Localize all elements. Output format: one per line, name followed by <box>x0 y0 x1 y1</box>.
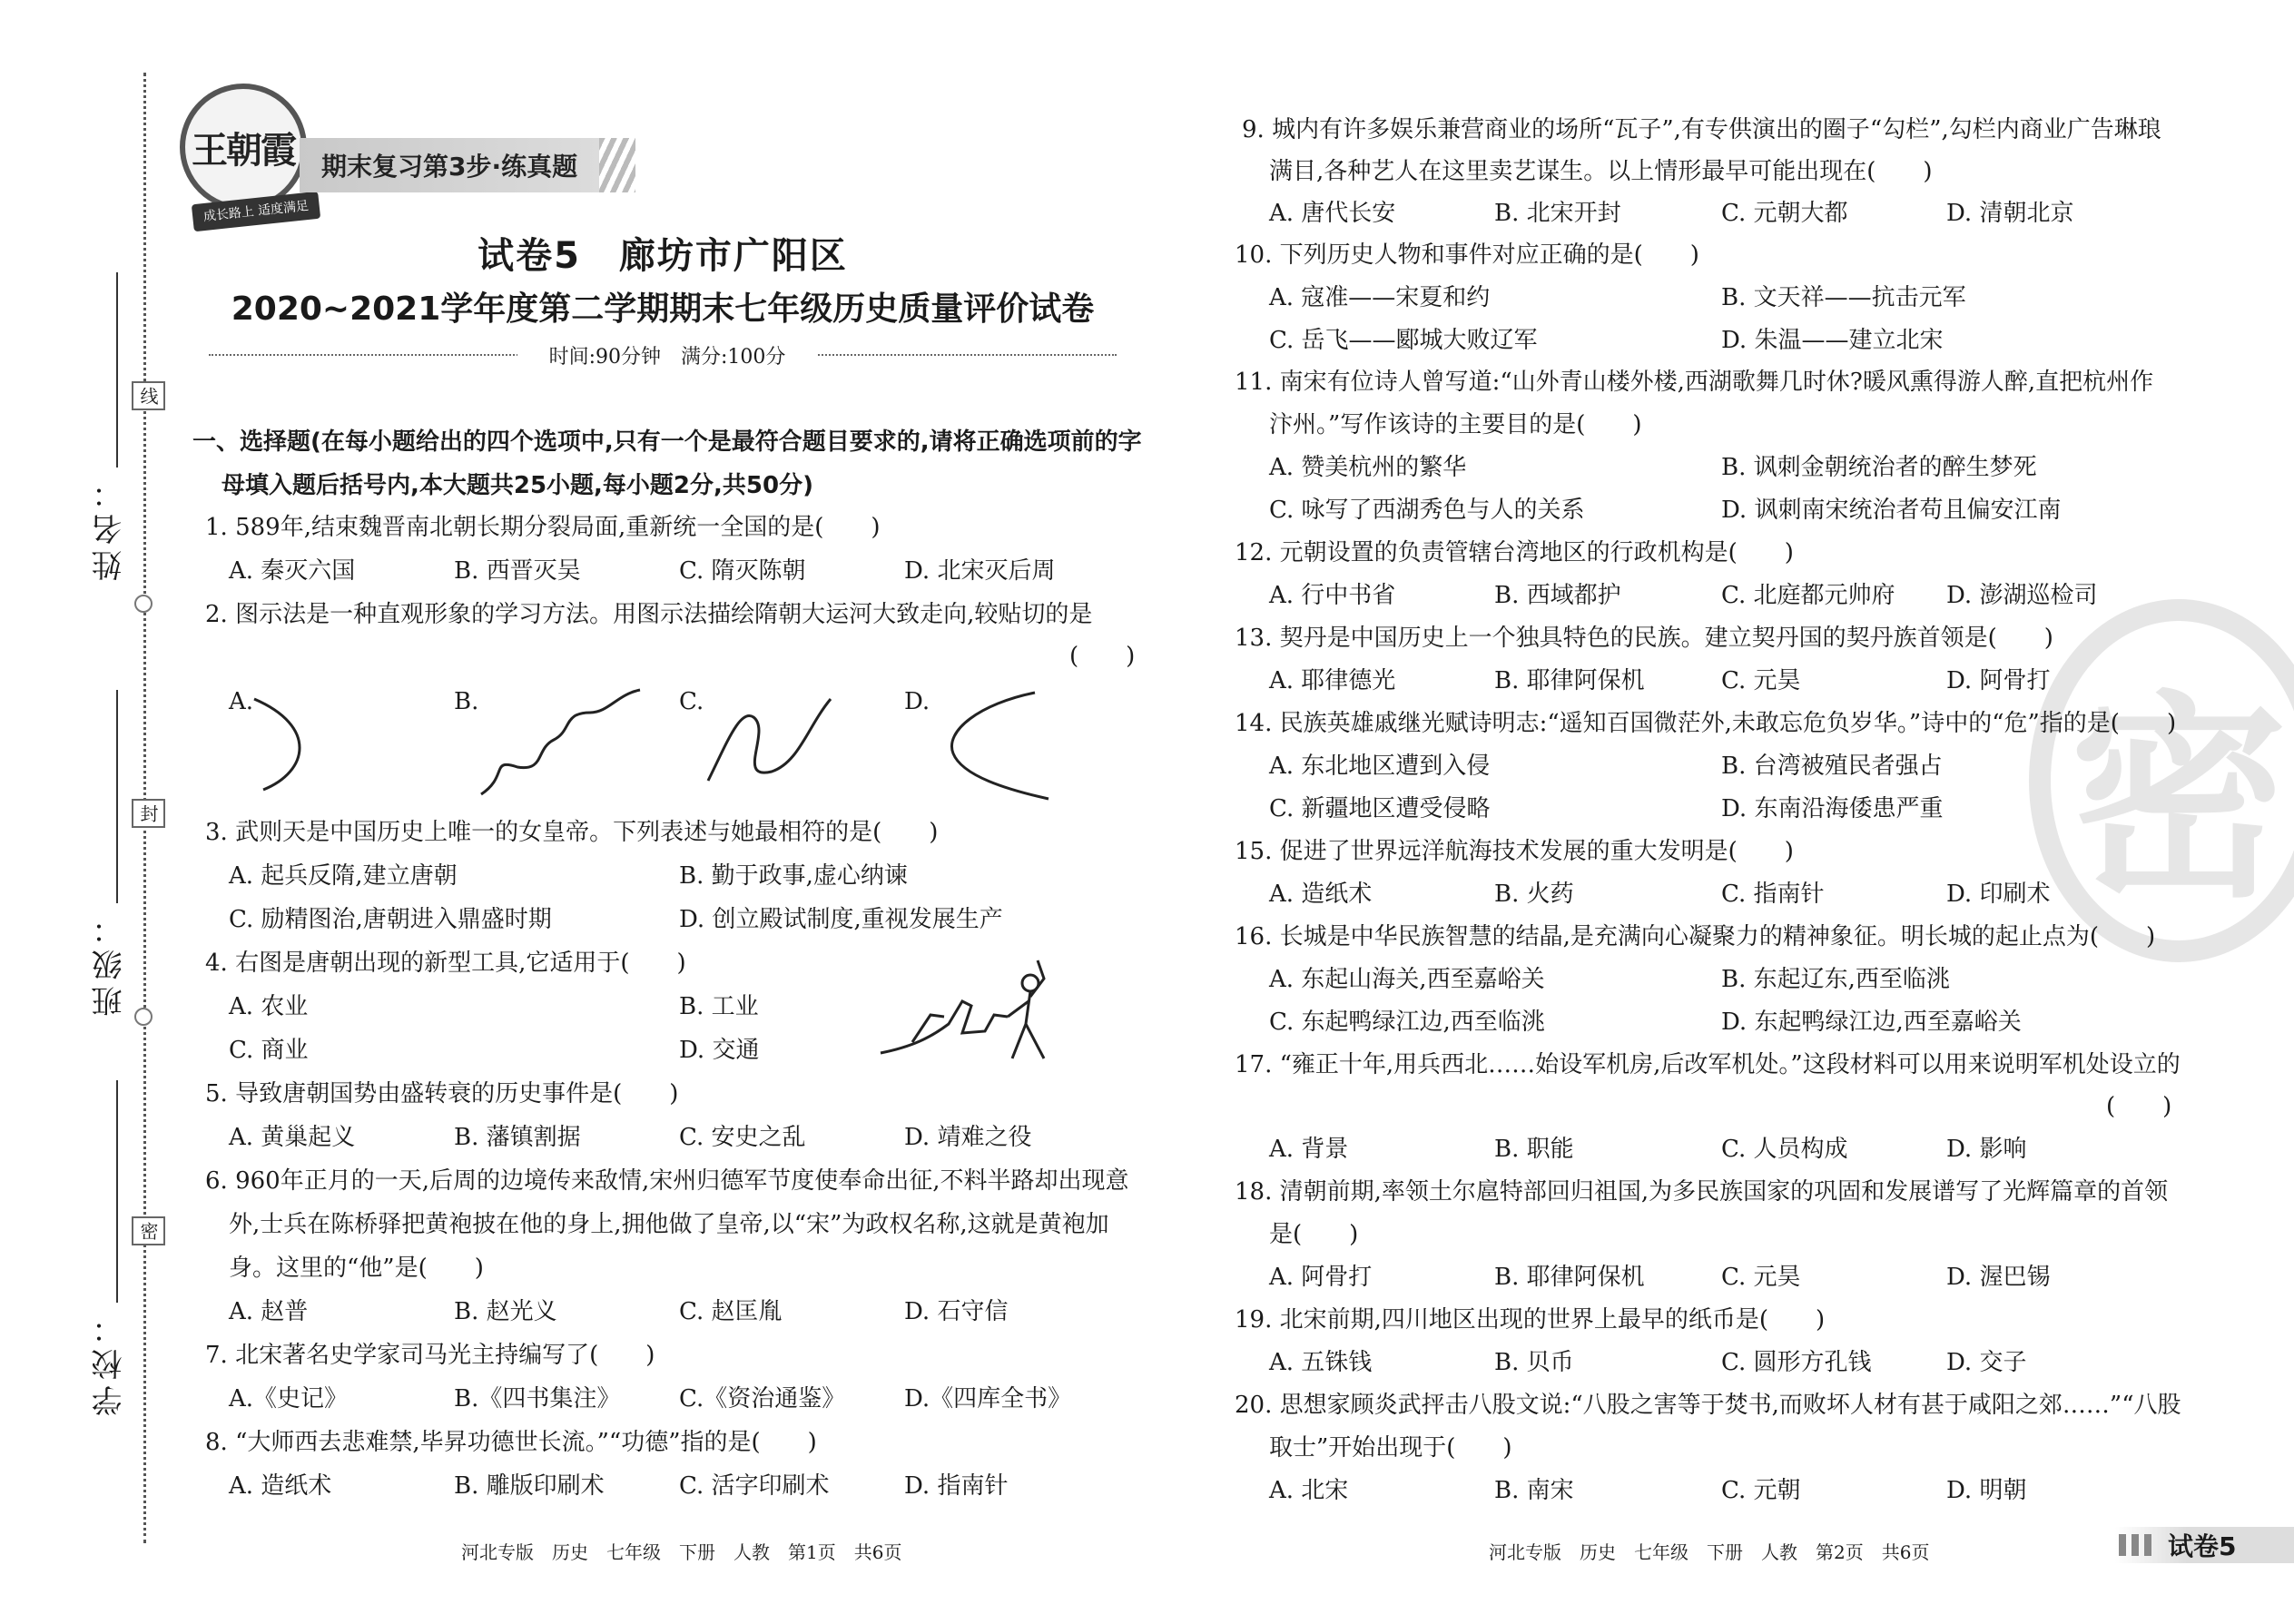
option: B. 火药 <box>1494 881 1574 908</box>
option: A. 起兵反隋,建立唐朝 <box>229 862 458 890</box>
option: A. 耶律德光 <box>1269 667 1396 694</box>
option: D. 影响 <box>1946 1136 2027 1163</box>
canal-route-b <box>472 685 645 799</box>
page-footer: 河北专版 历史 七年级 下册 人教 第1页 共6页 <box>461 1541 902 1563</box>
option: B. 西域都护 <box>1494 582 1621 609</box>
question-stem: 4. 右图是唐朝出现的新型工具,它适用于( ) <box>205 950 686 977</box>
question-stem: 16. 长城是中华民族智慧的结晶,是充满向心凝聚力的精神象征。明长城的起止点为( ) <box>1235 923 2156 950</box>
class-label: 班级： <box>92 908 128 1017</box>
option: D. 清朝北京 <box>1946 200 2074 227</box>
canal-route-a <box>245 690 354 799</box>
option: A. 东起山海关,西至嘉峪关 <box>1269 966 1545 993</box>
option: D. 东南沿海倭患严重 <box>1721 795 1944 822</box>
option: B. 赵光义 <box>454 1298 557 1325</box>
option: C. 隋灭陈朝 <box>679 557 806 585</box>
paper-badge <box>2115 1527 2294 1563</box>
option: A. 东北地区遭到入侵 <box>1269 753 1491 780</box>
option: A. 五铢钱 <box>1269 1349 1373 1376</box>
option-label: B. <box>454 688 479 715</box>
time-and-score: 时间:90分钟 满分:100分 <box>517 341 817 369</box>
binding-hole-icon <box>134 595 153 613</box>
question-stem: 1. 589年,结束魏晋南北朝长期分裂局面,重新统一全国的是( ) <box>205 514 881 541</box>
option: B. 贝币 <box>1494 1349 1574 1376</box>
question-stem: 取士”开始出现于( ) <box>1269 1434 1512 1462</box>
question-stem: 7. 北宋著名史学家司马光主持编写了( ) <box>205 1342 655 1369</box>
section-heading: 母填入题后括号内,本大题共25小题,每小题2分,共50分) <box>222 472 813 499</box>
option-label: D. <box>904 688 930 715</box>
option: C. 励精图治,唐朝进入鼎盛时期 <box>229 906 552 933</box>
option: C. 圆形方孔钱 <box>1721 1349 1872 1376</box>
option: D. 渥巴锡 <box>1946 1264 2051 1291</box>
option: D. 北宋灭后周 <box>904 557 1056 585</box>
option: D. 明朝 <box>1946 1477 2027 1504</box>
option: A. 黄巢起义 <box>229 1124 356 1151</box>
canal-route-c <box>699 690 835 799</box>
question-stem: 12. 元朝设置的负责管辖台湾地区的行政机构是( ) <box>1235 539 1794 566</box>
question-stem: 身。这里的“他”是( ) <box>229 1255 484 1282</box>
option: A. 造纸术 <box>1269 881 1373 908</box>
option: B. 东起辽东,西至临洮 <box>1721 966 1950 993</box>
exam-title: 试卷5 廊坊市广阳区 <box>478 235 848 277</box>
question-stem: 5. 导致唐朝国势由盛转衰的历史事件是( ) <box>205 1080 679 1107</box>
option: C. 新疆地区遭受侵略 <box>1269 795 1491 822</box>
option: D.《四库全书》 <box>904 1385 1072 1412</box>
option: C. 活字印刷术 <box>679 1472 830 1500</box>
name-field[interactable] <box>116 272 118 468</box>
exam-subtitle: 2020~2021学年度第二学期期末七年级历史质量评价试卷 <box>231 290 1095 328</box>
option: B.《四书集注》 <box>454 1385 621 1412</box>
option: C. 元朝 <box>1721 1477 1801 1504</box>
option: D. 靖难之役 <box>904 1124 1032 1151</box>
question-stem: 6. 960年正月的一天,后周的边境传来敌情,宋州归德军节度使奉命出征,不料半路却出现意 <box>205 1167 1129 1195</box>
question-stem: 14. 民族英雄戚继光赋诗明志:“遥知百国微茫外,未敢忘危负岁华。”诗中的“危”指的是( ) <box>1235 710 2177 737</box>
option: C. 岳飞——郾城大败辽军 <box>1269 327 1538 354</box>
option: D. 交子 <box>1946 1349 2027 1376</box>
secret-watermark <box>2029 599 2294 962</box>
plow-illustration <box>876 951 1067 1069</box>
school-label: 学校： <box>92 1307 128 1416</box>
option: B. 西晋灭吴 <box>454 557 581 585</box>
option-label: A. <box>229 688 254 715</box>
name-label: 姓名： <box>92 472 128 581</box>
option: D. 交通 <box>679 1037 760 1064</box>
option: D. 朱温——建立北宋 <box>1721 327 1944 354</box>
question-stem: 19. 北宋前期,四川地区出现的世界上最早的纸币是( ) <box>1235 1306 1826 1334</box>
question-stem: 20. 思想家顾炎武抨击八股文说:“八股之害等于焚书,而败坏人材有甚于咸阳之郊……”“八股 <box>1235 1392 2181 1419</box>
binding-mark-secret: 密 <box>132 1216 165 1245</box>
canal-route-d <box>926 685 1062 803</box>
option: B. 台湾被殖民者强占 <box>1721 753 1943 780</box>
option: A. 农业 <box>229 993 309 1020</box>
logo-text: 王朝霞 <box>192 128 295 172</box>
page-footer: 河北专版 历史 七年级 下册 人教 第2页 共6页 <box>1489 1541 1930 1563</box>
option: B. 北宋开封 <box>1494 200 1621 227</box>
option: A. 寇准——宋夏和约 <box>1269 284 1491 311</box>
answer-blank[interactable]: ( ) <box>2106 1093 2172 1120</box>
option: D. 石守信 <box>904 1298 1009 1325</box>
option: B. 工业 <box>679 993 759 1020</box>
option: C. 人员构成 <box>1721 1136 1848 1163</box>
option: D. 创立殿试制度,重视发展生产 <box>679 906 1003 933</box>
question-stem: 汴州。”写作该诗的主要目的是( ) <box>1269 411 1642 438</box>
option: D. 指南针 <box>904 1472 1009 1500</box>
option: B. 耶律阿保机 <box>1494 1264 1645 1291</box>
option: B. 耶律阿保机 <box>1494 667 1645 694</box>
banner-stripes <box>599 138 635 192</box>
option: C. 指南针 <box>1721 881 1825 908</box>
badge-squares-icon <box>2119 1534 2155 1556</box>
option: A. 赞美杭州的繁华 <box>1269 454 1467 481</box>
option: C. 元昊 <box>1721 1264 1801 1291</box>
binding-hole-icon <box>134 1008 153 1026</box>
option: B. 讽刺金朝统治者的醉生梦死 <box>1721 454 2037 481</box>
question-stem: 3. 武则天是中国历史上唯一的女皇帝。下列表述与她最相符的是( ) <box>205 819 939 846</box>
option: C. 咏写了西湖秀色与人的关系 <box>1269 497 1585 524</box>
option-label: C. <box>679 688 704 715</box>
badge-text: 试卷5 <box>2168 1531 2237 1561</box>
binding-mark-line: 线 <box>132 381 165 410</box>
question-stem: 是( ) <box>1269 1221 1359 1248</box>
option: C. 元朝大都 <box>1721 200 1848 227</box>
option: A.《史记》 <box>229 1385 349 1412</box>
option: D. 印刷术 <box>1946 881 2051 908</box>
option: A. 造纸术 <box>229 1472 332 1500</box>
option: C. 东起鸭绿江边,西至临洮 <box>1269 1009 1545 1036</box>
question-stem: 10. 下列历史人物和事件对应正确的是( ) <box>1235 241 1699 269</box>
review-step-banner: 期末复习第3步·练真题 <box>300 138 634 192</box>
option: D. 东起鸭绿江边,西至嘉峪关 <box>1721 1009 2022 1036</box>
option: A. 秦灭六国 <box>229 557 356 585</box>
brand-logo <box>180 84 307 211</box>
option: B. 南宋 <box>1494 1477 1574 1504</box>
option: D. 阿骨打 <box>1946 667 2051 694</box>
option: C. 赵匡胤 <box>679 1298 783 1325</box>
question-stem: 2. 图示法是一种直观形象的学习方法。用图示法描绘隋朝大运河大致走向,较贴切的是 <box>205 601 1093 628</box>
answer-blank[interactable]: ( ) <box>1069 643 1136 670</box>
school-field[interactable] <box>116 1080 118 1303</box>
option: D. 澎湖巡检司 <box>1946 582 2098 609</box>
question-stem: 外,士兵在陈桥驿把黄袍披在他的身上,拥他做了皇帝,以“宋”为政权名称,这就是黄袍加 <box>229 1211 1109 1238</box>
question-stem: 18. 清朝前期,率领土尔扈特部回归祖国,为多民族国家的巩固和发展谱写了光辉篇章的首领 <box>1235 1178 2169 1206</box>
option: C. 安史之乱 <box>679 1124 806 1151</box>
option: A. 赵普 <box>229 1298 309 1325</box>
option: B. 藩镇割据 <box>454 1124 581 1151</box>
option: B. 勤于政事,虚心纳谏 <box>679 862 908 890</box>
option: A. 行中书省 <box>1269 582 1396 609</box>
option: C. 商业 <box>229 1037 309 1064</box>
binding-mark-seal: 封 <box>132 799 165 828</box>
option: B. 文天祥——抗击元军 <box>1721 284 1966 311</box>
logo-ribbon: 成长路上 适度满足 <box>192 192 320 231</box>
section-heading: 一、选择题(在每小题给出的四个选项中,只有一个是最符合题目要求的,请将正确选项前的字 <box>192 428 1142 456</box>
option: A. 北宋 <box>1269 1477 1349 1504</box>
question-stem: 9. 城内有许多娱乐兼营商业的场所“瓦子”,有专供演出的圈子“勾栏”,勾栏内商业广告琳琅 <box>1242 116 2161 143</box>
option: B. 职能 <box>1494 1136 1574 1163</box>
option: C. 北庭都元帅府 <box>1721 582 1895 609</box>
question-stem: 11. 南宋有位诗人曾写道:“山外青山楼外楼,西湖歌舞几时休?暖风熏得游人醉,直把杭州作 <box>1235 369 2154 396</box>
option: C. 元昊 <box>1721 667 1801 694</box>
question-stem: 13. 契丹是中国历史上一个独具特色的民族。建立契丹国的契丹族首领是( ) <box>1235 625 2053 652</box>
watermark-glyph: 密 <box>2069 672 2288 927</box>
question-stem: 15. 促进了世界远洋航海技术发展的重大发明是( ) <box>1235 838 1794 865</box>
question-stem: 17. “雍正十年,用兵西北……始设军机房,后改军机处。”这段材料可以用来说明军机处设立的 <box>1235 1051 2181 1078</box>
option: A. 唐代长安 <box>1269 200 1396 227</box>
option: A. 背景 <box>1269 1136 1349 1163</box>
question-stem: 满目,各种艺人在这里卖艺谋生。以上情形最早可能出现在( ) <box>1269 158 1933 185</box>
option: B. 雕版印刷术 <box>454 1472 605 1500</box>
question-stem: 8. “大师西去悲难禁,毕昇功德世长流。”“功德”指的是( ) <box>205 1429 817 1456</box>
option: D. 讽刺南宋统治者苟且偏安江南 <box>1721 497 2062 524</box>
option: A. 阿骨打 <box>1269 1264 1373 1291</box>
class-field[interactable] <box>116 690 118 903</box>
option: C.《资治通鉴》 <box>679 1385 846 1412</box>
